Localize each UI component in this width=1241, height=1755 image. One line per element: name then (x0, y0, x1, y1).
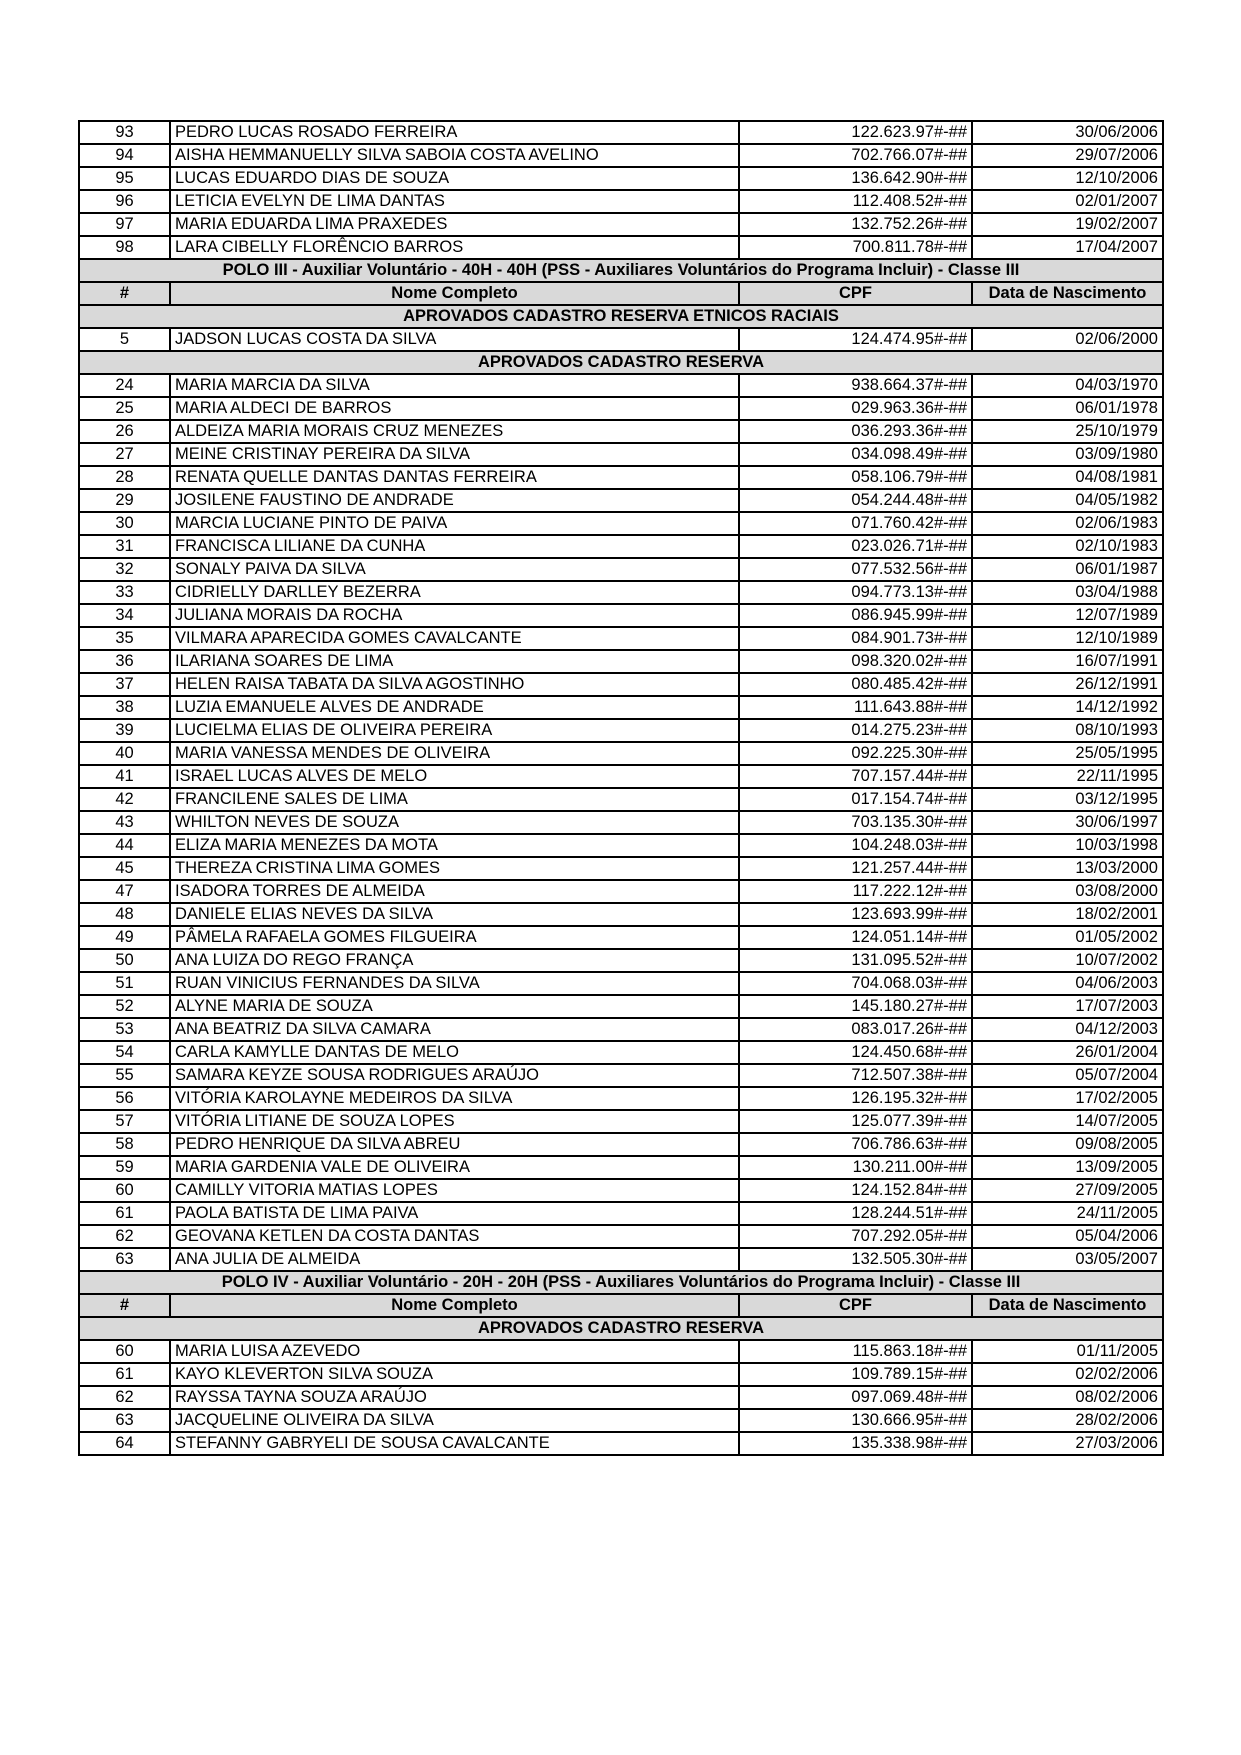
section-title: APROVADOS CADASTRO RESERVA (79, 351, 1163, 374)
candidate-birthdate: 03/08/2000 (972, 880, 1163, 903)
table-row (79, 558, 1163, 581)
candidate-birthdate: 19/02/2007 (972, 213, 1163, 236)
table-row (79, 696, 1163, 719)
table-row (79, 581, 1163, 604)
candidate-birthdate: 14/12/1992 (972, 696, 1163, 719)
candidate-cpf: 094.773.13#-## (739, 581, 972, 604)
candidate-name: PEDRO HENRIQUE DA SILVA ABREU (170, 1133, 739, 1156)
candidate-name: DANIELE ELIAS NEVES DA SILVA (170, 903, 739, 926)
row-number: 58 (79, 1133, 170, 1156)
candidate-birthdate: 24/11/2005 (972, 1202, 1163, 1225)
candidate-cpf: 122.623.97#-## (739, 121, 972, 144)
candidate-cpf: 124.152.84#-## (739, 1179, 972, 1202)
candidate-cpf: 706.786.63#-## (739, 1133, 972, 1156)
table-row (79, 213, 1163, 236)
candidate-birthdate: 26/12/1991 (972, 673, 1163, 696)
candidate-cpf: 704.068.03#-## (739, 972, 972, 995)
column-header-name: Nome Completo (170, 282, 739, 305)
candidate-cpf: 712.507.38#-## (739, 1064, 972, 1087)
row-number: 24 (79, 374, 170, 397)
table-row (79, 1363, 1163, 1386)
candidate-cpf: 123.693.99#-## (739, 903, 972, 926)
table-row (79, 397, 1163, 420)
table-row (79, 742, 1163, 765)
candidate-birthdate: 22/11/1995 (972, 765, 1163, 788)
candidate-cpf: 017.154.74#-## (739, 788, 972, 811)
row-number: 39 (79, 719, 170, 742)
candidate-birthdate: 26/01/2004 (972, 1041, 1163, 1064)
candidate-name: RAYSSA TAYNA SOUZA ARAÚJO (170, 1386, 739, 1409)
column-header-row (79, 282, 1163, 305)
row-number: 45 (79, 857, 170, 880)
row-number: 42 (79, 788, 170, 811)
column-header-row (79, 1294, 1163, 1317)
column-header-cpf: CPF (739, 282, 972, 305)
candidate-birthdate: 13/09/2005 (972, 1156, 1163, 1179)
candidate-birthdate: 30/06/1997 (972, 811, 1163, 834)
candidate-birthdate: 17/07/2003 (972, 995, 1163, 1018)
table-row (79, 420, 1163, 443)
table-row (79, 1087, 1163, 1110)
table-row (79, 1432, 1163, 1455)
candidate-cpf: 707.157.44#-## (739, 765, 972, 788)
candidate-birthdate: 12/10/2006 (972, 167, 1163, 190)
candidate-name: JULIANA MORAIS DA ROCHA (170, 604, 739, 627)
candidate-birthdate: 27/03/2006 (972, 1432, 1163, 1455)
candidate-name: CAMILLY VITORIA MATIAS LOPES (170, 1179, 739, 1202)
table-row (79, 880, 1163, 903)
row-number: 62 (79, 1225, 170, 1248)
candidate-name: JOSILENE FAUSTINO DE ANDRADE (170, 489, 739, 512)
candidate-birthdate: 04/03/1970 (972, 374, 1163, 397)
row-number: 55 (79, 1064, 170, 1087)
candidate-birthdate: 17/04/2007 (972, 236, 1163, 259)
candidate-birthdate: 02/06/2000 (972, 328, 1163, 351)
candidate-name: CARLA KAMYLLE DANTAS DE MELO (170, 1041, 739, 1064)
candidate-name: ILARIANA SOARES DE LIMA (170, 650, 739, 673)
candidate-cpf: 136.642.90#-## (739, 167, 972, 190)
table-row (79, 650, 1163, 673)
row-number: 40 (79, 742, 170, 765)
candidate-cpf: 125.077.39#-## (739, 1110, 972, 1133)
candidates-table (78, 120, 1164, 1456)
polo-title: POLO IV - Auxiliar Voluntário - 20H - 20H (PSS - Auxiliares Voluntários do Programa Incluir) - Classe III (79, 1271, 1163, 1294)
table-row (79, 834, 1163, 857)
column-header-number: # (79, 1294, 170, 1317)
candidate-name: VITÓRIA LITIANE DE SOUZA LOPES (170, 1110, 739, 1133)
row-number: 64 (79, 1432, 170, 1455)
table-row (79, 1110, 1163, 1133)
section-title-row (79, 305, 1163, 328)
row-number: 97 (79, 213, 170, 236)
candidate-cpf: 135.338.98#-## (739, 1432, 972, 1455)
candidate-birthdate: 06/01/1978 (972, 397, 1163, 420)
candidate-birthdate: 16/07/1991 (972, 650, 1163, 673)
candidate-cpf: 121.257.44#-## (739, 857, 972, 880)
candidate-name: KAYO KLEVERTON SILVA SOUZA (170, 1363, 739, 1386)
candidate-cpf: 124.474.95#-## (739, 328, 972, 351)
candidate-name: STEFANNY GABRYELI DE SOUSA CAVALCANTE (170, 1432, 739, 1455)
candidate-birthdate: 10/07/2002 (972, 949, 1163, 972)
candidate-cpf: 124.051.14#-## (739, 926, 972, 949)
candidate-name: MARIA ALDECI DE BARROS (170, 397, 739, 420)
candidate-name: SAMARA KEYZE SOUSA RODRIGUES ARAÚJO (170, 1064, 739, 1087)
candidate-name: PAOLA BATISTA DE LIMA PAIVA (170, 1202, 739, 1225)
table-row (79, 903, 1163, 926)
table-row (79, 1248, 1163, 1271)
polo-title: POLO III - Auxiliar Voluntário - 40H - 40H (PSS - Auxiliares Voluntários do Programa Incluir) - Classe III (79, 259, 1163, 282)
candidate-name: MARIA GARDENIA VALE DE OLIVEIRA (170, 1156, 739, 1179)
row-number: 60 (79, 1340, 170, 1363)
row-number: 49 (79, 926, 170, 949)
candidate-name: RUAN VINICIUS FERNANDES DA SILVA (170, 972, 739, 995)
table-row (79, 1202, 1163, 1225)
candidate-name: CIDRIELLY DARLLEY BEZERRA (170, 581, 739, 604)
candidate-name: ALDEIZA MARIA MORAIS CRUZ MENEZES (170, 420, 739, 443)
section-title: APROVADOS CADASTRO RESERVA ETNICOS RACIAIS (79, 305, 1163, 328)
candidate-cpf: 104.248.03#-## (739, 834, 972, 857)
row-number: 57 (79, 1110, 170, 1133)
candidate-cpf: 098.320.02#-## (739, 650, 972, 673)
candidate-name: FRANCILENE SALES DE LIMA (170, 788, 739, 811)
candidate-cpf: 707.292.05#-## (739, 1225, 972, 1248)
row-number: 47 (79, 880, 170, 903)
candidate-cpf: 058.106.79#-## (739, 466, 972, 489)
candidate-name: MEINE CRISTINAY PEREIRA DA SILVA (170, 443, 739, 466)
table-row (79, 857, 1163, 880)
table-row (79, 144, 1163, 167)
candidate-cpf: 938.664.37#-## (739, 374, 972, 397)
row-number: 98 (79, 236, 170, 259)
candidate-birthdate: 04/06/2003 (972, 972, 1163, 995)
candidate-cpf: 117.222.12#-## (739, 880, 972, 903)
table-row (79, 1409, 1163, 1432)
column-header-birthdate: Data de Nascimento (972, 282, 1163, 305)
table-row (79, 328, 1163, 351)
column-header-number: # (79, 282, 170, 305)
candidate-cpf: 034.098.49#-## (739, 443, 972, 466)
row-number: 26 (79, 420, 170, 443)
candidate-cpf: 126.195.32#-## (739, 1087, 972, 1110)
candidate-birthdate: 01/05/2002 (972, 926, 1163, 949)
table-row (79, 604, 1163, 627)
candidate-cpf: 702.766.07#-## (739, 144, 972, 167)
table-row (79, 811, 1163, 834)
candidate-birthdate: 29/07/2006 (972, 144, 1163, 167)
table-row (79, 1041, 1163, 1064)
candidate-birthdate: 18/02/2001 (972, 903, 1163, 926)
row-number: 51 (79, 972, 170, 995)
table-row (79, 765, 1163, 788)
candidate-name: MARIA VANESSA MENDES DE OLIVEIRA (170, 742, 739, 765)
row-number: 25 (79, 397, 170, 420)
row-number: 37 (79, 673, 170, 696)
table-row (79, 512, 1163, 535)
table-row (79, 466, 1163, 489)
row-number: 94 (79, 144, 170, 167)
candidate-birthdate: 03/05/2007 (972, 1248, 1163, 1271)
candidate-cpf: 132.505.30#-## (739, 1248, 972, 1271)
table-row (79, 719, 1163, 742)
candidate-name: PEDRO LUCAS ROSADO FERREIRA (170, 121, 739, 144)
row-number: 27 (79, 443, 170, 466)
candidate-cpf: 080.485.42#-## (739, 673, 972, 696)
row-number: 50 (79, 949, 170, 972)
row-number: 38 (79, 696, 170, 719)
row-number: 61 (79, 1363, 170, 1386)
candidate-name: HELEN RAISA TABATA DA SILVA AGOSTINHO (170, 673, 739, 696)
polo-title-row (79, 259, 1163, 282)
table-row (79, 1340, 1163, 1363)
candidate-name: ELIZA MARIA MENEZES DA MOTA (170, 834, 739, 857)
table-row (79, 949, 1163, 972)
table-row (79, 236, 1163, 259)
row-number: 32 (79, 558, 170, 581)
candidate-cpf: 077.532.56#-## (739, 558, 972, 581)
candidate-birthdate: 09/08/2005 (972, 1133, 1163, 1156)
row-number: 41 (79, 765, 170, 788)
candidate-cpf: 145.180.27#-## (739, 995, 972, 1018)
candidate-birthdate: 25/05/1995 (972, 742, 1163, 765)
candidate-birthdate: 03/04/1988 (972, 581, 1163, 604)
candidate-name: MARIA MARCIA DA SILVA (170, 374, 739, 397)
polo-title-row (79, 1271, 1163, 1294)
candidate-cpf: 097.069.48#-## (739, 1386, 972, 1409)
table-row (79, 167, 1163, 190)
row-number: 53 (79, 1018, 170, 1041)
row-number: 63 (79, 1248, 170, 1271)
candidate-birthdate: 30/06/2006 (972, 121, 1163, 144)
candidate-cpf: 130.666.95#-## (739, 1409, 972, 1432)
section-title-row (79, 1317, 1163, 1340)
row-number: 48 (79, 903, 170, 926)
candidate-name: LUCAS EDUARDO DIAS DE SOUZA (170, 167, 739, 190)
candidate-name: GEOVANA KETLEN DA COSTA DANTAS (170, 1225, 739, 1248)
table-row (79, 972, 1163, 995)
candidate-name: RENATA QUELLE DANTAS DANTAS FERREIRA (170, 466, 739, 489)
row-number: 59 (79, 1156, 170, 1179)
candidate-name: LETICIA EVELYN DE LIMA DANTAS (170, 190, 739, 213)
column-header-name: Nome Completo (170, 1294, 739, 1317)
candidate-name: LUCIELMA ELIAS DE OLIVEIRA PEREIRA (170, 719, 739, 742)
candidate-cpf: 086.945.99#-## (739, 604, 972, 627)
row-number: 93 (79, 121, 170, 144)
candidate-cpf: 092.225.30#-## (739, 742, 972, 765)
candidate-birthdate: 05/07/2004 (972, 1064, 1163, 1087)
row-number: 35 (79, 627, 170, 650)
candidate-cpf: 124.450.68#-## (739, 1041, 972, 1064)
candidate-name: MARIA LUISA AZEVEDO (170, 1340, 739, 1363)
candidate-cpf: 128.244.51#-## (739, 1202, 972, 1225)
table-row (79, 489, 1163, 512)
candidate-birthdate: 27/09/2005 (972, 1179, 1163, 1202)
candidate-cpf: 111.643.88#-## (739, 696, 972, 719)
candidate-name: ISRAEL LUCAS ALVES DE MELO (170, 765, 739, 788)
row-number: 63 (79, 1409, 170, 1432)
candidate-name: ANA LUIZA DO REGO FRANÇA (170, 949, 739, 972)
candidate-name: JADSON LUCAS COSTA DA SILVA (170, 328, 739, 351)
candidate-cpf: 036.293.36#-## (739, 420, 972, 443)
row-number: 54 (79, 1041, 170, 1064)
candidate-birthdate: 04/08/1981 (972, 466, 1163, 489)
candidate-birthdate: 02/06/1983 (972, 512, 1163, 535)
candidate-cpf: 054.244.48#-## (739, 489, 972, 512)
candidate-name: VILMARA APARECIDA GOMES CAVALCANTE (170, 627, 739, 650)
candidate-cpf: 700.811.78#-## (739, 236, 972, 259)
candidate-birthdate: 05/04/2006 (972, 1225, 1163, 1248)
candidate-birthdate: 12/10/1989 (972, 627, 1163, 650)
table-row (79, 374, 1163, 397)
candidate-name: ANA JULIA DE ALMEIDA (170, 1248, 739, 1271)
table-row (79, 1064, 1163, 1087)
section-title-row (79, 351, 1163, 374)
candidate-cpf: 071.760.42#-## (739, 512, 972, 535)
table-row (79, 535, 1163, 558)
candidate-name: SONALY PAIVA DA SILVA (170, 558, 739, 581)
candidate-birthdate: 04/12/2003 (972, 1018, 1163, 1041)
table-row (79, 926, 1163, 949)
table-row (79, 627, 1163, 650)
candidate-cpf: 083.017.26#-## (739, 1018, 972, 1041)
candidate-name: LUZIA EMANUELE ALVES DE ANDRADE (170, 696, 739, 719)
candidate-name: MARCIA LUCIANE PINTO DE PAIVA (170, 512, 739, 535)
table-row (79, 788, 1163, 811)
row-number: 30 (79, 512, 170, 535)
candidate-birthdate: 01/11/2005 (972, 1340, 1163, 1363)
candidate-cpf: 023.026.71#-## (739, 535, 972, 558)
row-number: 5 (79, 328, 170, 351)
table-row (79, 121, 1163, 144)
table-row (79, 673, 1163, 696)
table-row (79, 1386, 1163, 1409)
candidate-birthdate: 17/02/2005 (972, 1087, 1163, 1110)
candidate-cpf: 112.408.52#-## (739, 190, 972, 213)
column-header-cpf: CPF (739, 1294, 972, 1317)
row-number: 96 (79, 190, 170, 213)
candidate-birthdate: 06/01/1987 (972, 558, 1163, 581)
candidate-birthdate: 03/12/1995 (972, 788, 1163, 811)
row-number: 44 (79, 834, 170, 857)
candidate-birthdate: 10/03/1998 (972, 834, 1163, 857)
candidate-birthdate: 08/10/1993 (972, 719, 1163, 742)
candidate-cpf: 029.963.36#-## (739, 397, 972, 420)
row-number: 61 (79, 1202, 170, 1225)
table-row (79, 1179, 1163, 1202)
column-header-birthdate: Data de Nascimento (972, 1294, 1163, 1317)
candidate-birthdate: 02/10/1983 (972, 535, 1163, 558)
candidate-birthdate: 08/02/2006 (972, 1386, 1163, 1409)
candidate-birthdate: 13/03/2000 (972, 857, 1163, 880)
candidate-name: THEREZA CRISTINA LIMA GOMES (170, 857, 739, 880)
candidate-name: FRANCISCA LILIANE DA CUNHA (170, 535, 739, 558)
row-number: 36 (79, 650, 170, 673)
section-title: APROVADOS CADASTRO RESERVA (79, 1317, 1163, 1340)
table-row (79, 1133, 1163, 1156)
table-body (79, 121, 1163, 1455)
table-row (79, 995, 1163, 1018)
row-number: 33 (79, 581, 170, 604)
row-number: 29 (79, 489, 170, 512)
candidate-cpf: 084.901.73#-## (739, 627, 972, 650)
table-row (79, 190, 1163, 213)
candidate-name: ALYNE MARIA DE SOUZA (170, 995, 739, 1018)
row-number: 52 (79, 995, 170, 1018)
table-row (79, 1225, 1163, 1248)
table-row (79, 1018, 1163, 1041)
candidate-cpf: 703.135.30#-## (739, 811, 972, 834)
table-row (79, 443, 1163, 466)
candidate-cpf: 014.275.23#-## (739, 719, 972, 742)
row-number: 43 (79, 811, 170, 834)
candidate-birthdate: 02/02/2006 (972, 1363, 1163, 1386)
candidate-cpf: 109.789.15#-## (739, 1363, 972, 1386)
candidate-name: MARIA EDUARDA LIMA PRAXEDES (170, 213, 739, 236)
row-number: 95 (79, 167, 170, 190)
candidate-cpf: 132.752.26#-## (739, 213, 972, 236)
candidate-cpf: 131.095.52#-## (739, 949, 972, 972)
candidate-name: VITÓRIA KAROLAYNE MEDEIROS DA SILVA (170, 1087, 739, 1110)
candidate-name: PÂMELA RAFAELA GOMES FILGUEIRA (170, 926, 739, 949)
candidate-name: ISADORA TORRES DE ALMEIDA (170, 880, 739, 903)
candidate-cpf: 115.863.18#-## (739, 1340, 972, 1363)
row-number: 60 (79, 1179, 170, 1202)
candidate-birthdate: 02/01/2007 (972, 190, 1163, 213)
row-number: 28 (79, 466, 170, 489)
row-number: 34 (79, 604, 170, 627)
row-number: 56 (79, 1087, 170, 1110)
candidate-birthdate: 12/07/1989 (972, 604, 1163, 627)
candidate-name: ANA BEATRIZ DA SILVA CAMARA (170, 1018, 739, 1041)
candidate-birthdate: 28/02/2006 (972, 1409, 1163, 1432)
row-number: 31 (79, 535, 170, 558)
candidate-name: JACQUELINE OLIVEIRA DA SILVA (170, 1409, 739, 1432)
candidate-name: WHILTON NEVES DE SOUZA (170, 811, 739, 834)
candidate-name: LARA CIBELLY FLORÊNCIO BARROS (170, 236, 739, 259)
candidate-cpf: 130.211.00#-## (739, 1156, 972, 1179)
candidate-name: AISHA HEMMANUELLY SILVA SABOIA COSTA AVELINO (170, 144, 739, 167)
candidate-birthdate: 03/09/1980 (972, 443, 1163, 466)
table-row (79, 1156, 1163, 1179)
row-number: 62 (79, 1386, 170, 1409)
candidate-birthdate: 04/05/1982 (972, 489, 1163, 512)
candidate-birthdate: 25/10/1979 (972, 420, 1163, 443)
candidate-birthdate: 14/07/2005 (972, 1110, 1163, 1133)
